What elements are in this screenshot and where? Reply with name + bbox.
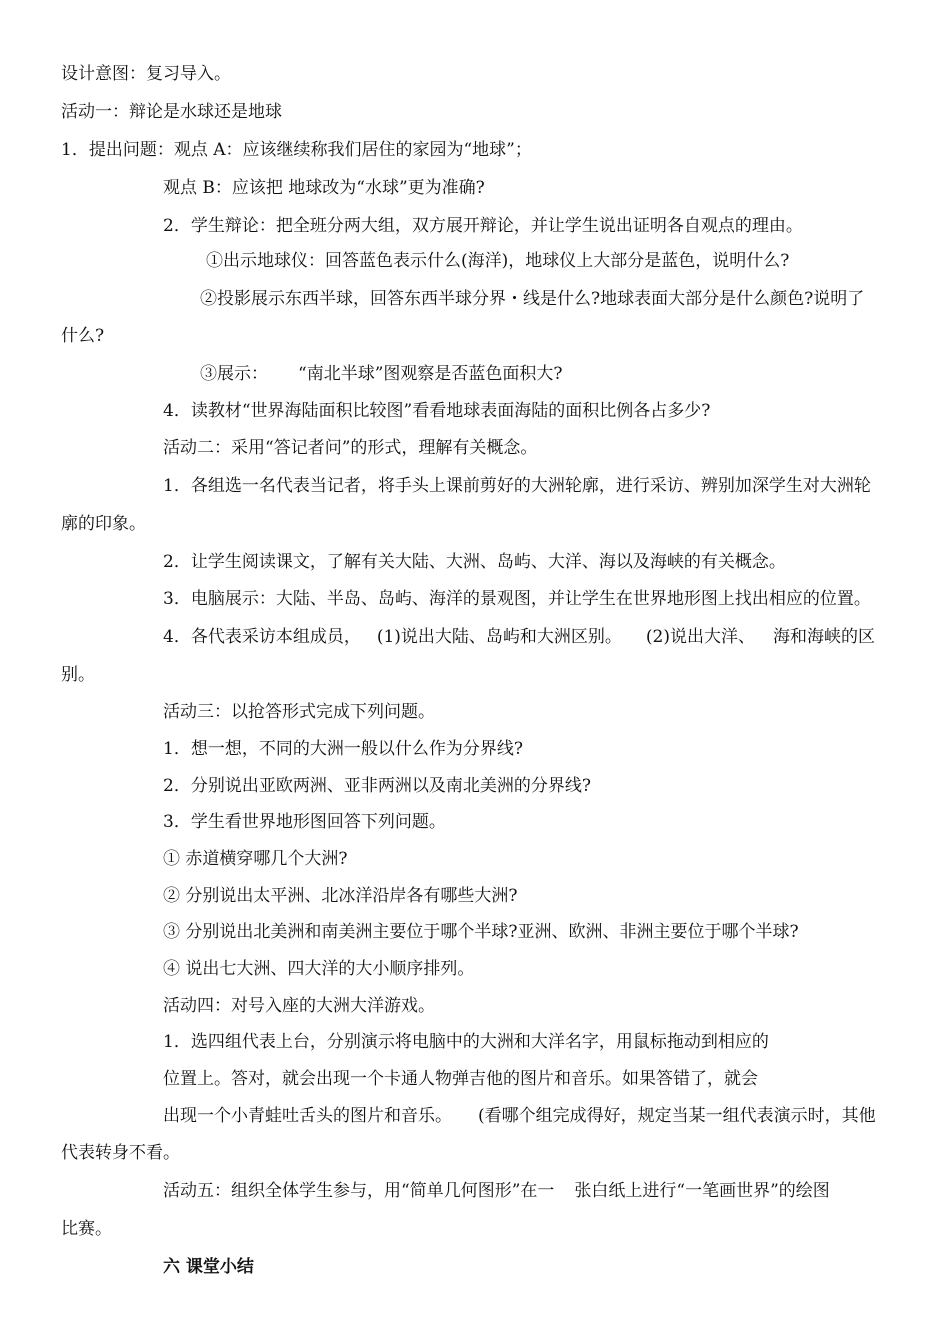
activity-five-line <box>163 1179 830 1203</box>
interview-item-part3: 海和海峡的区 <box>773 627 876 647</box>
display-item-label: ③展示： <box>200 364 268 384</box>
reporter-item-continuation: 廓的印象。 <box>61 514 146 534</box>
design-intent-line: 设计意图：复习导入。 <box>61 64 231 84</box>
projection-item-line: ②投影展示东西半球，回答东西半球分界・线是什么?地球表面大部分是什么颜色?说明了 <box>200 289 865 309</box>
interview-item-lead: 4．各代表采访本组成员， <box>163 627 361 647</box>
game-item-line-3b: (看哪个组完成得好，规定当某一组代表演示时，其他 <box>478 1106 876 1126</box>
section-six-heading: 六 课堂小结 <box>163 1257 254 1277</box>
activity-five-part2: 张白纸上进行“一笔画世界”的绘图 <box>574 1181 830 1201</box>
globe-item-line: ①出示地球仪：回答蓝色表示什么(海洋)，地球仪上大部分是蓝色，说明什么? <box>206 251 790 271</box>
computer-display-item-line: 3．电脑展示：大陆、半岛、岛屿、海洋的景观图，并让学生在世界地形图上找出相应的位置。 <box>163 589 871 609</box>
display-item-line <box>200 362 563 386</box>
equator-question-line: ① 赤道横穿哪几个大洲? <box>163 849 348 869</box>
game-item-continuation: 代表转身不看。 <box>61 1143 180 1163</box>
game-item-line: 1．选四组代表上台，分别演示将电脑中的大洲和大洋名字，用鼠标拖动到相应的 <box>163 1032 769 1052</box>
display-item-text: “南北半球”图观察是否蓝色面积大? <box>298 364 563 384</box>
activity-three-heading: 活动三：以抢答形式完成下列问题。 <box>163 702 435 722</box>
interview-item-part1: (1)说出大陆、岛屿和大洲区别。 <box>376 627 622 647</box>
activity-four-heading: 活动四：对号入座的大洲大洋游戏。 <box>163 996 435 1016</box>
boundary-question-line: 1．想一想，不同的大洲一般以什么作为分界线? <box>163 739 523 759</box>
textbook-item-line: 4．读教材“世界海陆面积比较图”看看地球表面海陆的面积比例各占多少? <box>163 401 711 421</box>
reading-item-line: 2．让学生阅读课文，了解有关大陆、大洲、岛屿、大洋、海以及海峡的有关概念。 <box>163 552 786 572</box>
activity-two-heading: 活动二：采用“答记者问”的形式，理解有关概念。 <box>163 438 538 458</box>
interview-item-part2: (2)说出大洋、 <box>645 627 756 647</box>
student-debate-line: 2．学生辩论：把全班分两大组，双方展开辩论，并让学生说出证明各自观点的理由。 <box>163 216 803 236</box>
activity-five-continuation: 比赛。 <box>61 1219 112 1239</box>
projection-item-continuation: 什么? <box>61 326 105 346</box>
hemisphere-question-line: ③ 分别说出北美洲和南美洲主要位于哪个半球?亚洲、欧洲、非洲主要位于哪个半球? <box>163 922 799 942</box>
interview-item-continuation: 别。 <box>61 665 95 685</box>
game-item-line-3 <box>163 1104 876 1128</box>
viewpoint-b-line: 观点 B：应该把 地球改为“水球”更为准确? <box>163 178 485 198</box>
coast-question-line: ② 分别说出太平洲、北冰洋沿岸各有哪些大洲? <box>163 886 518 906</box>
order-question-line: ④ 说出七大洲、四大洋的大小顺序排列。 <box>163 959 475 979</box>
activity-one-heading: 活动一：辩论是水球还是地球 <box>61 102 282 122</box>
game-item-line-3a: 出现一个小青蛙吐舌头的图片和音乐。 <box>163 1106 452 1126</box>
reporter-item-line: 1．各组选一名代表当记者，将手头上课前剪好的大洲轮廓，进行采访、辨别加深学生对大洲轮 <box>163 476 871 496</box>
interview-item-line <box>163 625 875 649</box>
activity-five-part1: 活动五：组织全体学生参与，用“简单几何图形”在一 <box>163 1181 555 1201</box>
game-item-line-2: 位置上。答对，就会出现一个卡通人物弹吉他的图片和音乐。如果答错了，就会 <box>163 1069 758 1089</box>
map-question-line: 3．学生看世界地形图回答下列问题。 <box>163 812 446 832</box>
question-one-line: 1．提出问题：观点 A：应该继续称我们居住的家园为“地球”； <box>61 140 532 160</box>
boundary-lines-question: 2．分别说出亚欧两洲、亚非两洲以及南北美洲的分界线? <box>163 776 591 796</box>
